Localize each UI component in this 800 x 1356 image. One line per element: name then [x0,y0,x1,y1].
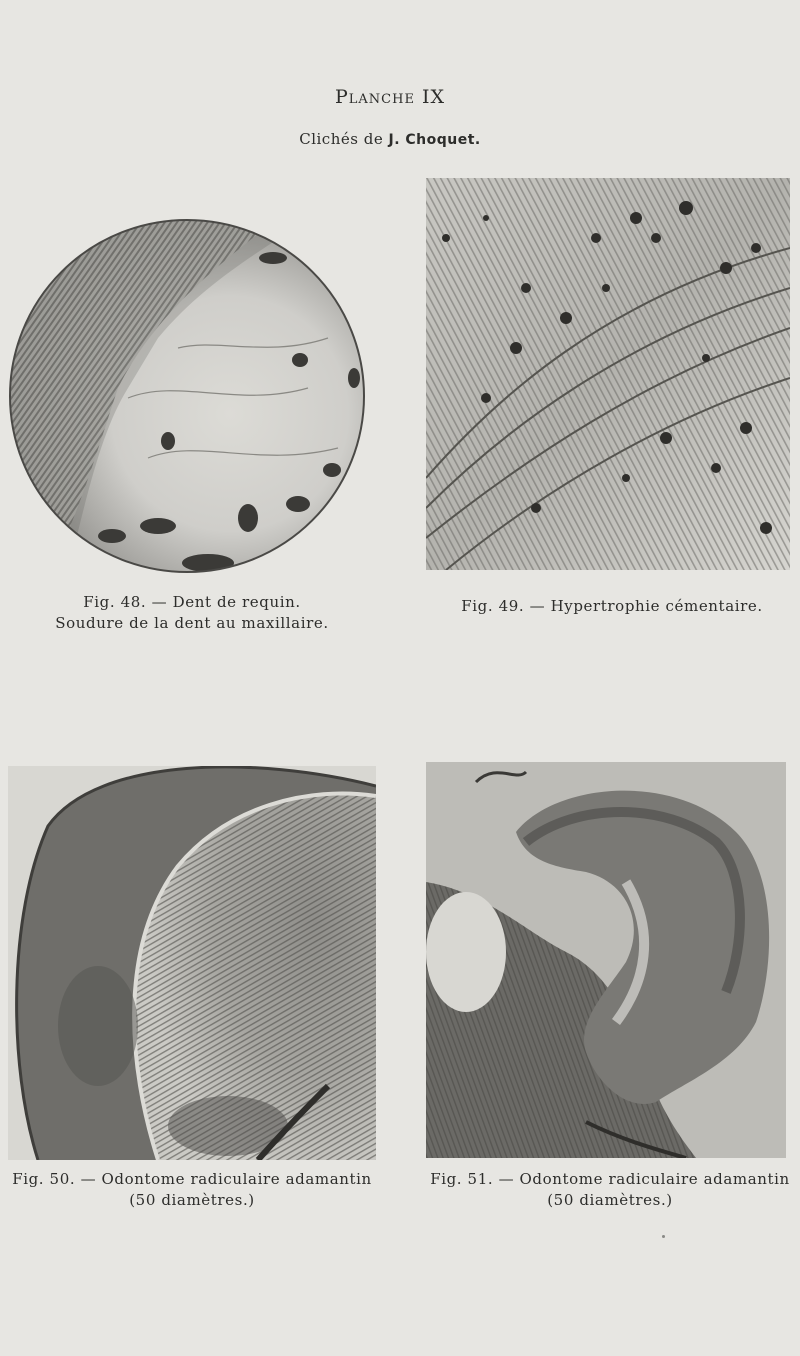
figure-49-caption-line1: Fig. 49. — Hypertrophie cémentaire. [461,597,763,615]
figure-50-caption [0,1169,384,1211]
figure-48-caption-line1: Fig. 48. — Dent de requin. [83,593,301,611]
figure-50-micrograph [8,766,376,1160]
figure-50-image [8,766,376,1160]
figure-51-caption-line2: (50 diamètres.) [547,1191,673,1209]
figure-51-caption [420,1169,800,1211]
print-speck [662,1235,665,1238]
photographer-name: J. Choquet. [388,132,481,148]
figure-49-micrograph [426,178,790,570]
figure-51-micrograph [426,762,786,1158]
figure-51-caption-line1: Fig. 51. — Odontome radiculaire adamantin [430,1170,790,1188]
subtitle-prefix: Clichés de [299,130,384,148]
figure-51-image [426,762,786,1158]
plate-title: Planche IX [334,86,446,108]
figure-50-caption-line1: Fig. 50. — Odontome radiculaire adamantin [12,1170,372,1188]
plate-subtitle [0,130,780,148]
figure-48-caption-line2: Soudure de la dent au maxillaire. [55,614,329,632]
figure-50-caption-line2: (50 diamètres.) [129,1191,255,1209]
figure-48-caption [0,592,384,634]
figure-48-image [8,218,366,574]
figure-48-micrograph [8,218,366,574]
figure-49-caption [424,596,800,617]
figure-49-image [426,178,790,570]
